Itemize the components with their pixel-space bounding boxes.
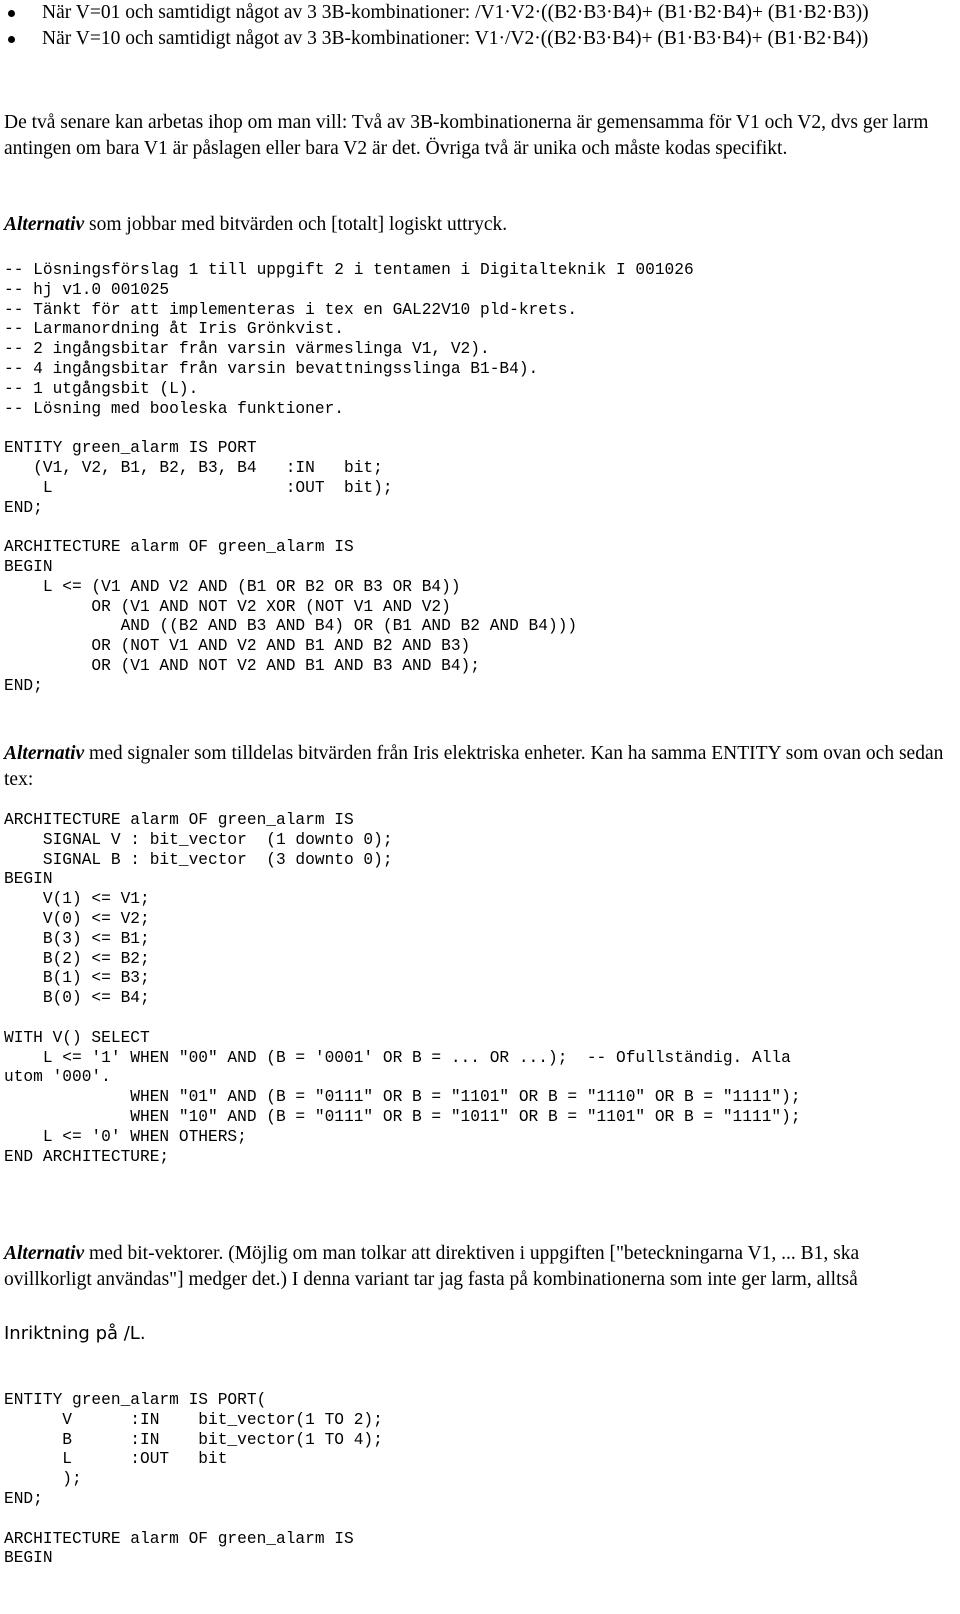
bullet-item: [0, 26, 942, 52]
code-block-bitvectors: ENTITY green_alarm IS PORT( V :IN bit_vector(1 TO 2); B :IN bit_vector(1 TO 4); L :OUT bit ); END; ARCHITECTURE alarm OF green_alarm IS BEGIN: [4, 1391, 383, 1568]
bullet-dot-icon: [8, 36, 15, 43]
alternative-text: med bit-vektorer. (Möjlig om man tolkar att direktiven i uppgiften ["beteckningarna V1, ... B1, ska ovillkorligt användas"] medger det.) I denna variant tar jag fasta på kombinationerna som inte ger larm, alltså: [4, 1243, 860, 1290]
alternative-label: Alternativ: [4, 214, 85, 235]
combine-paragraph: De två senare kan arbetas ihop om man vill: Två av 3B-kombinationerna är gemensamma för V1 och V2, dvs ger larm antingen om bara V1 är påslagen eller bara V2 är det. Övriga två är unika och måste kodas specifikt.: [4, 112, 929, 159]
alternative-text: med signaler som tilldelas bitvärden från Iris elektriska enheter. Kan ha samma ENTITY som ovan och sedan tex:: [4, 743, 944, 790]
code-block-signals: ARCHITECTURE alarm OF green_alarm IS SIGNAL V : bit_vector (1 downto 0); SIGNAL B : bit_vector (3 downto 0); BEGIN V(1) <= V1; V(0) <= V2; B(3) <= B1; B(2) <= B2; B(1) <= B3; B(0) <= B4; WITH V() SELECT L <= '1' WHEN "00" AND (B = '0001' OR B = ... OR ...); -- Ofullständig. Alla utom '000'. WHEN "01" AND (B = "0111" OR B = "1101" OR B = "1110" OR B = "1111"); WHEN "10" AND (B = "0111" OR B = "1011" OR B = "1101" OR B = "1111"); L <= '0' WHEN OTHERS; END ARCHITECTURE;: [4, 811, 801, 1166]
bullet-text: När V=10 och samtidigt något av 3 3B-kombinationer: V1·/V2·((B2·B3·B4)+ (B1·B3·B4)+ (B1·B2·B4)): [42, 28, 869, 49]
alternative-label: Alternativ: [4, 1243, 85, 1264]
bullet-dot-icon: [8, 10, 15, 17]
alternative-2-paragraph: [4, 741, 944, 793]
inriktning-line: Inriktning på /L.: [4, 1323, 146, 1344]
bullet-list: [0, 0, 960, 52]
alternative-3-paragraph: [4, 1241, 944, 1293]
code-block-boolean: -- Lösningsförslag 1 till uppgift 2 i tentamen i Digitalteknik I 001026 -- hj v1.0 001025 -- Tänkt för att implementeras i tex en GAL22V10 pld-krets. -- Larmanordning åt Iris Grönkvist. -- 2 ingångsbitar från varsin värmeslinga V1, V2). -- 4 ingångsbitar från varsin bevattningsslinga B1-B4). -- 1 utgångsbit (L). -- Lösning med booleska funktioner. ENTITY green_alarm IS PORT (V1, V2, B1, B2, B3, B4 :IN bit; L :OUT bit); END; ARCHITECTURE alarm OF green_alarm IS BEGIN L <= (V1 AND V2 AND (B1 OR B2 OR B3 OR B4)) OR (V1 AND NOT V2 XOR (NOT V1 AND V2) AND ((B2 AND B3 AND B4) OR (B1 AND B2 AND B4))) OR (NOT V1 AND V2 AND B1 AND B2 AND B3) OR (V1 AND NOT V2 AND B1 AND B3 AND B4); END;: [4, 261, 694, 695]
bullet-item: [0, 0, 942, 26]
alternative-text: som jobbar med bitvärden och [totalt] logiskt uttryck.: [84, 214, 508, 235]
alternative-label: Alternativ: [4, 743, 85, 764]
bullet-text: När V=01 och samtidigt något av 3 3B-kombinationer: /V1·V2·((B2·B3·B4)+ (B1·B2·B4)+ (B1·B2·B3)): [42, 2, 869, 23]
alternative-1-paragraph: [4, 212, 944, 238]
